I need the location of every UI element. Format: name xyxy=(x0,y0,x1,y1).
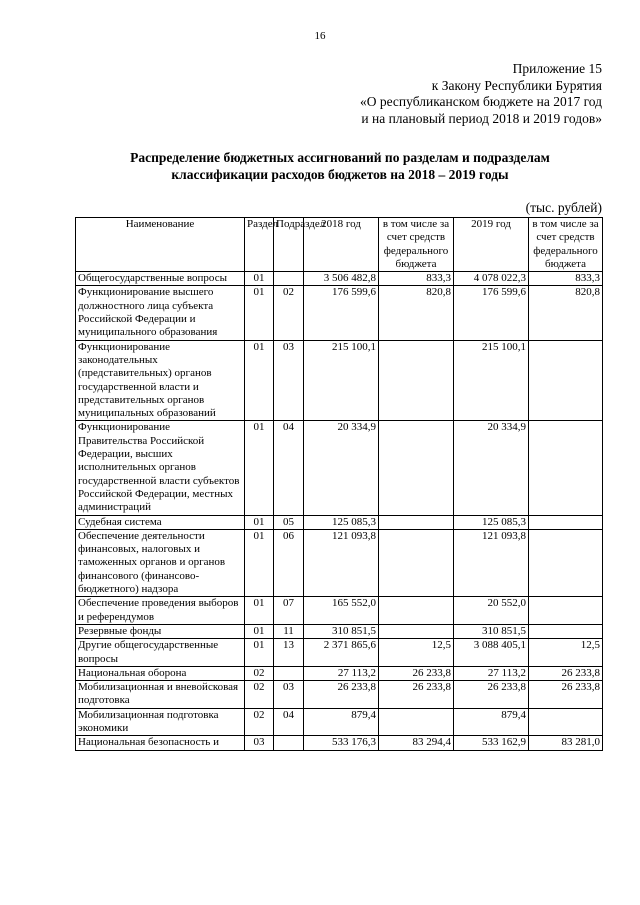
table-row xyxy=(76,340,603,421)
row-section: 01 xyxy=(245,421,274,515)
document-title xyxy=(70,149,610,183)
row-2019: 310 851,5 xyxy=(454,624,529,638)
row-name: Резервные фонды xyxy=(76,624,245,638)
row-fed-2018 xyxy=(379,529,454,596)
row-subsection: 11 xyxy=(274,624,304,638)
row-subsection: 05 xyxy=(274,515,304,529)
appendix-line-2: к Закону Республики Бурятия xyxy=(431,77,602,93)
row-name: Национальная оборона xyxy=(76,666,245,680)
row-section: 01 xyxy=(245,272,274,286)
table-row xyxy=(76,529,603,596)
row-fed-2018: 26 233,8 xyxy=(379,666,454,680)
header-fed-2019: в том числе за счет средств федерального бюджета xyxy=(529,218,603,272)
row-2019: 26 233,8 xyxy=(454,681,529,709)
row-subsection: 04 xyxy=(274,421,304,515)
row-name: Национальная безопасность и xyxy=(76,736,245,750)
row-2018: 176 599,6 xyxy=(304,286,379,340)
appendix-line-4: и на плановый период 2018 и 2019 годов» xyxy=(361,110,602,126)
row-fed-2018 xyxy=(379,597,454,625)
row-name: Мобилизационная и вневойсковая подготовка xyxy=(76,681,245,709)
header-name: Наименование xyxy=(76,218,245,272)
row-2019: 20 552,0 xyxy=(454,597,529,625)
row-2018: 879,4 xyxy=(304,708,379,736)
row-2018: 165 552,0 xyxy=(304,597,379,625)
row-fed-2019 xyxy=(529,708,603,736)
row-subsection xyxy=(274,272,304,286)
row-2019: 125 085,3 xyxy=(454,515,529,529)
row-fed-2019: 12,5 xyxy=(529,639,603,667)
page-number: 16 xyxy=(314,30,326,42)
appendix-heading xyxy=(360,61,602,127)
row-2018: 27 113,2 xyxy=(304,666,379,680)
row-2018: 310 851,5 xyxy=(304,624,379,638)
row-2019: 215 100,1 xyxy=(454,340,529,421)
table-row xyxy=(76,515,603,529)
table-row xyxy=(76,681,603,709)
row-fed-2018: 833,3 xyxy=(379,272,454,286)
row-section: 03 xyxy=(245,736,274,750)
row-fed-2019 xyxy=(529,515,603,529)
row-fed-2018: 820,8 xyxy=(379,286,454,340)
row-section: 01 xyxy=(245,639,274,667)
row-2018: 533 176,3 xyxy=(304,736,379,750)
row-fed-2019 xyxy=(529,597,603,625)
row-fed-2018: 26 233,8 xyxy=(379,681,454,709)
table-row xyxy=(76,286,603,340)
row-2019: 533 162,9 xyxy=(454,736,529,750)
row-fed-2019: 820,8 xyxy=(529,286,603,340)
row-2019: 3 088 405,1 xyxy=(454,639,529,667)
row-name: Обеспечение проведения выборов и референдумов xyxy=(76,597,245,625)
row-fed-2019 xyxy=(529,340,603,421)
row-2019: 20 334,9 xyxy=(454,421,529,515)
row-2019: 879,4 xyxy=(454,708,529,736)
row-subsection: 13 xyxy=(274,639,304,667)
row-fed-2018 xyxy=(379,340,454,421)
appendix-line-3: «О республиканском бюджете на 2017 год xyxy=(359,94,602,109)
row-fed-2018 xyxy=(379,708,454,736)
header-section: Раздел xyxy=(245,218,274,272)
row-2018: 2 371 865,6 xyxy=(304,639,379,667)
table-row xyxy=(76,421,603,515)
row-name: Функционирование Правительства Российской Федерации, высших исполнительных органов государственной власти субъектов Российской Федерации, местных администраций xyxy=(76,421,245,515)
table-row xyxy=(76,639,603,667)
header-2019: 2019 год xyxy=(454,218,529,272)
title-line-1: Распределение бюджетных ассигнований по разделам и подразделам xyxy=(130,150,550,165)
row-section: 02 xyxy=(245,681,274,709)
row-fed-2019: 83 281,0 xyxy=(529,736,603,750)
row-fed-2019 xyxy=(529,624,603,638)
row-name: Функционирование высшего должностного лица субъекта Российской Федерации и муниципального образования xyxy=(76,286,245,340)
header-subsection: Подраздел xyxy=(274,218,304,272)
row-fed-2018 xyxy=(379,624,454,638)
row-fed-2018: 83 294,4 xyxy=(379,736,454,750)
row-section: 01 xyxy=(245,597,274,625)
row-section: 01 xyxy=(245,624,274,638)
row-2018: 26 233,8 xyxy=(304,681,379,709)
row-2018: 121 093,8 xyxy=(304,529,379,596)
row-2018: 215 100,1 xyxy=(304,340,379,421)
header-fed-2018: в том числе за счет средств федерального бюджета xyxy=(379,218,454,272)
row-section: 02 xyxy=(245,666,274,680)
row-name: Другие общегосударственные вопросы xyxy=(76,639,245,667)
table-body xyxy=(76,272,603,750)
table-row xyxy=(76,272,603,286)
table-row xyxy=(76,708,603,736)
row-section: 01 xyxy=(245,529,274,596)
row-2019: 121 093,8 xyxy=(454,529,529,596)
header-2018: 2018 год xyxy=(304,218,379,272)
row-section: 02 xyxy=(245,708,274,736)
row-fed-2019: 26 233,8 xyxy=(529,681,603,709)
row-2018: 20 334,9 xyxy=(304,421,379,515)
row-subsection xyxy=(274,666,304,680)
row-name: Функционирование законодательных (представительных) органов государственной власти и представительных органов муниципальных образований xyxy=(76,340,245,421)
row-2018: 125 085,3 xyxy=(304,515,379,529)
row-section: 01 xyxy=(245,286,274,340)
table-row xyxy=(76,736,603,750)
row-2018: 3 506 482,8 xyxy=(304,272,379,286)
row-2019: 176 599,6 xyxy=(454,286,529,340)
row-section: 01 xyxy=(245,515,274,529)
budget-table xyxy=(75,217,603,751)
row-name: Судебная система xyxy=(76,515,245,529)
row-name: Общегосударственные вопросы xyxy=(76,272,245,286)
row-subsection: 03 xyxy=(274,681,304,709)
row-fed-2018 xyxy=(379,421,454,515)
table-row xyxy=(76,597,603,625)
row-subsection xyxy=(274,736,304,750)
units-label: (тыс. рублей) xyxy=(525,200,602,215)
table-row xyxy=(76,624,603,638)
row-subsection: 06 xyxy=(274,529,304,596)
title-line-2: классификации расходов бюджетов на 2018 – 2019 годы xyxy=(171,167,509,182)
row-subsection: 02 xyxy=(274,286,304,340)
row-fed-2019 xyxy=(529,421,603,515)
row-subsection: 03 xyxy=(274,340,304,421)
table-row xyxy=(76,666,603,680)
row-subsection: 04 xyxy=(274,708,304,736)
row-2019: 4 078 022,3 xyxy=(454,272,529,286)
table-header-row xyxy=(76,218,603,272)
row-fed-2019: 26 233,8 xyxy=(529,666,603,680)
row-fed-2019 xyxy=(529,529,603,596)
row-section: 01 xyxy=(245,340,274,421)
row-fed-2019: 833,3 xyxy=(529,272,603,286)
appendix-line-1: Приложение 15 xyxy=(512,61,602,76)
row-subsection: 07 xyxy=(274,597,304,625)
row-2019: 27 113,2 xyxy=(454,666,529,680)
row-name: Обеспечение деятельности финансовых, налоговых и таможенных органов и органов финансового (финансово-бюджетного) надзора xyxy=(76,529,245,596)
row-fed-2018: 12,5 xyxy=(379,639,454,667)
row-name: Мобилизационная подготовка экономики xyxy=(76,708,245,736)
row-fed-2018 xyxy=(379,515,454,529)
